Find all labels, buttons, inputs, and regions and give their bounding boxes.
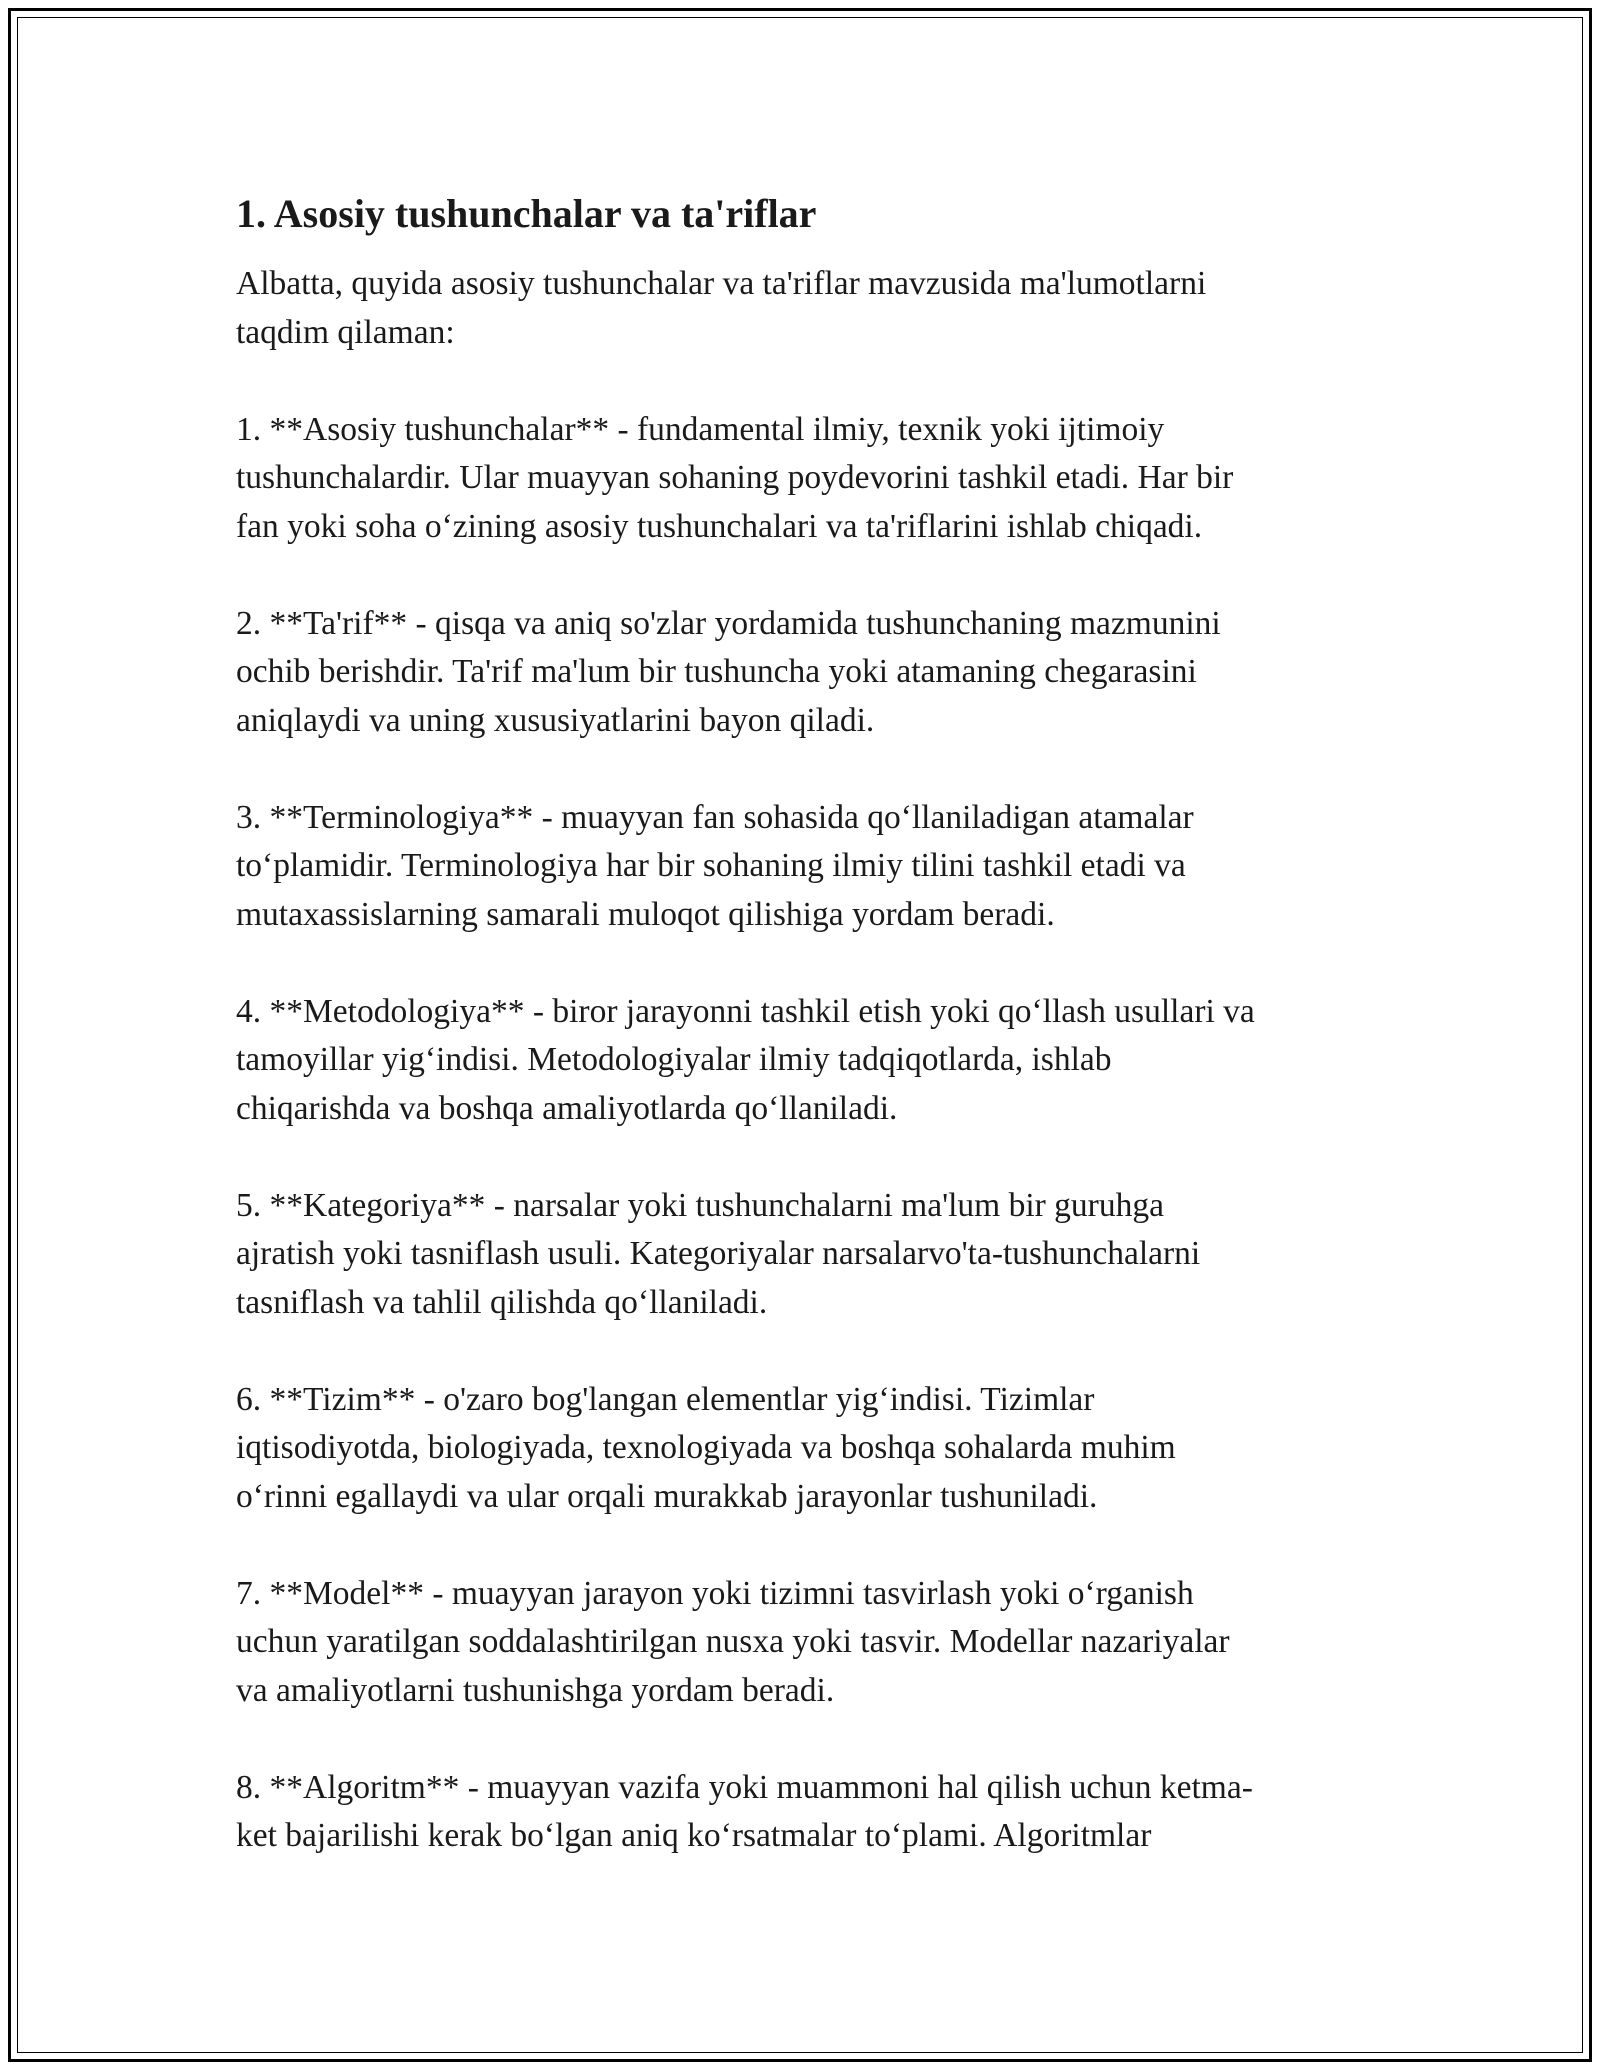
definition-item-4: 4. **Metodologiya** - biror jarayonni tashkil etish yoki qo‘llash usullari va tamoyillar yig‘indisi. Metodologiyalar ilmiy tadqiqotlarda, ishlab chiqarishda va boshqa amaliyotlarda qo‘llaniladi. [236,992,1255,1127]
definition-item-2: 2. **Ta'rif** - qisqa va aniq so'zlar yordamida tushunchaning mazmunini ochib berishdir. Ta'rif ma'lum bir tushuncha yoki atamaning chegarasini aniqlaydi va uning xususiyatlarini bayon qiladi. [236,604,1221,739]
definition-item-1: 1. **Asosiy tushunchalar** - fundamental ilmiy, texnik yoki ijtimoiy tushunchalardir. Ular muayyan sohaning poydevorini tashkil etadi. Har bir fan yoki soha o‘zining asosiy tushunchalari va ta'riflarini ishlab chiqadi. [236,410,1234,545]
definition-item-6: 6. **Tizim** - o'zaro bog'langan elementlar yig‘indisi. Tizimlar iqtisodiyotda, biologiyada, texnologiyada va boshqa sohalarda muhim o‘rinni egallaydi va ular orqali murakkab jarayonlar tushuniladi. [236,1380,1176,1515]
intro-paragraph: Albatta, quyida asosiy tushunchalar va ta'riflar mavzusida ma'lumotlarni taqdim qilaman: [236,265,1207,351]
definition-item-7: 7. **Model** - muayyan jarayon yoki tizimni tasvirlash yoki o‘rganish uchun yaratilgan soddalashtirilgan nusxa yoki tasvir. Modellar nazariyalar va amaliyotlarni tushunishga yordam beradi. [236,1574,1230,1709]
section-heading: 1. Asosiy tushunchalar va ta'riflar [236,191,817,236]
definition-item-3: 3. **Terminologiya** - muayyan fan sohasida qo‘llaniladigan atamalar to‘plamidir. Terminologiya har bir sohaning ilmiy tilini tashkil etadi va mutaxassislarning samarali muloqot qilishiga yordam beradi. [236,798,1194,933]
definition-item-8: 8. **Algoritm** - muayyan vazifa yoki muammoni hal qilish uchun ketma- ket bajarilishi kerak bo‘lgan aniq ko‘rsatmalar to‘plami. Algoritmlar [236,1768,1253,1854]
document-body [236,180,1376,1861]
definition-item-5: 5. **Kategoriya** - narsalar yoki tushunchalarni ma'lum bir guruhga ajratish yoki tasniflash usuli. Kategoriyalar narsalarvo'ta-tushunchalarni tasniflash va tahlil qilishda qo‘llaniladi. [236,1186,1201,1321]
